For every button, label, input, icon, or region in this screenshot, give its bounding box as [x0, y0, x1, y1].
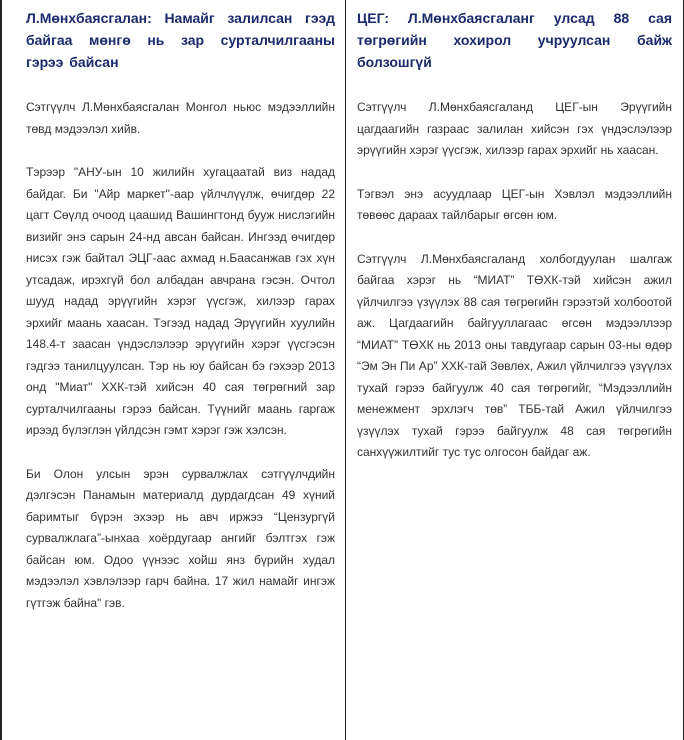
left-heading: Л.Мөнхбаясгалан: Намайг залилсан гээд байгаа мөнгө нь зар сурталчилгааны гэрээ байсан	[26, 10, 335, 70]
left-paragraph-1: Сэтгүүлч Л.Мөнхбаясгалан Монгол ньюс мэдээллийн төвд мэдээлэл хийв.	[26, 100, 335, 136]
right-heading: ЦЕГ: Л.Мөнхбаясгаланг улсад 88 сая төгрөгийн хохирол учруулсан байж болзошгүй	[357, 10, 672, 70]
right-paragraph-2: Тэгвэл энэ асуудлаар ЦЕГ-ын Хэвлэл мэдээллийн төвөөс дараах тайлбарыг өгсөн юм.	[357, 186, 672, 222]
left-paragraph-2: Тэрээр "АНУ-ын 10 жилийн хугацаатай виз надад байдаг. Би "Айр маркет"-аар үйлчлүүлж, өчигдөр 22 цагт Сөүлд очоод цаашид Вашингтонд бууж нислэгийн визийг энэ сарын 24-нд авсан байсан. Ингээд өчигдөр нисэх гэж байтал ЭЦГ-аас ахмад н.Баасанжав гэх хүн утсадаж, ирэхгүй бол албадан авчрана гэсэн. Очтол шууд надад эрүүгийн хэрэг үүсгэж, хилээр гарах эрхийг маань хаасан. Тэгээд надад Эрүүгийн хуулийн 148.4-т заасан үндэслэлээр эрүүгийн хэрэг үүсгэсэн гэдгээ танилцуулсан. Тэр нь юу байсан бэ гэхээр 2013 онд "Миат" ХХК-тэй хийсэн 40 сая төгрөгний зар сурталчилгааны гэрээ байсан. Түүнийг маань гаргаж ирээд бүлэглэн үйлдсэн гэмт хэрэг гэж хэлсэн.	[26, 165, 335, 437]
left-paragraph-3: Би Олон улсын эрэн сурвалжлах сэтгүүлчдийн дэлгэсэн Панамын материалд дурдагдсан 49 хүний баримтыг бүрэн эхээр нь авч иржээ “Цензургүй сурвалжлага”-ынхаа хоёрдугаар ангийг бэлтгэх гэж байсан юм. Одоо үүнээс хойш янз бүрийн худал мэдээлэл хэвлэлээр гарч байна. 17 жил намайг ингэж гүтгэж байна" гэв.	[26, 466, 335, 610]
right-column	[345, 0, 684, 740]
right-paragraph-3: Сэтгүүлч Л.Мөнхбаясгаланд холбогдуулан шалгаж байгаа хэрэг нь “МИАТ” ТӨХК-тэй хийсэн ажил үйлчилгээ үзүүлэх 88 сая төгрөгийн гэрээтэй холбоотой аж. Цагдаагийн байгууллагаас өгсөн мэдээллээр “МИАТ” ТӨХК нь 2013 оны тавдугаар сарын 03-ны өдөр “Эм Эн Пи Ар” ХХК-тай Зөвлөх, Ажил үйлчилгээ үзүүлэх тухай гэрээ байгуулж 40 сая төгрөгийг, “Мэдээллийн менежмент эрхлэгч төв” ТББ-тай Ажил үйлчилгээ үзүүлэх тухай гэрээ байгуулж 48 сая төгрөгийн санхүүжилтийг тус тус олгосон байдаг аж.	[357, 251, 672, 459]
right-paragraph-1: Сэтгүүлч Л.Мөнхбаясгаланд ЦЕГ-ын Эрүүгийн цагдаагийн газраас залилан хийсэн гэх үндэслэлээр эрүүгийн хэрэг үүсгэж, хилээр гарах эрхийг нь хаасан.	[357, 100, 672, 157]
